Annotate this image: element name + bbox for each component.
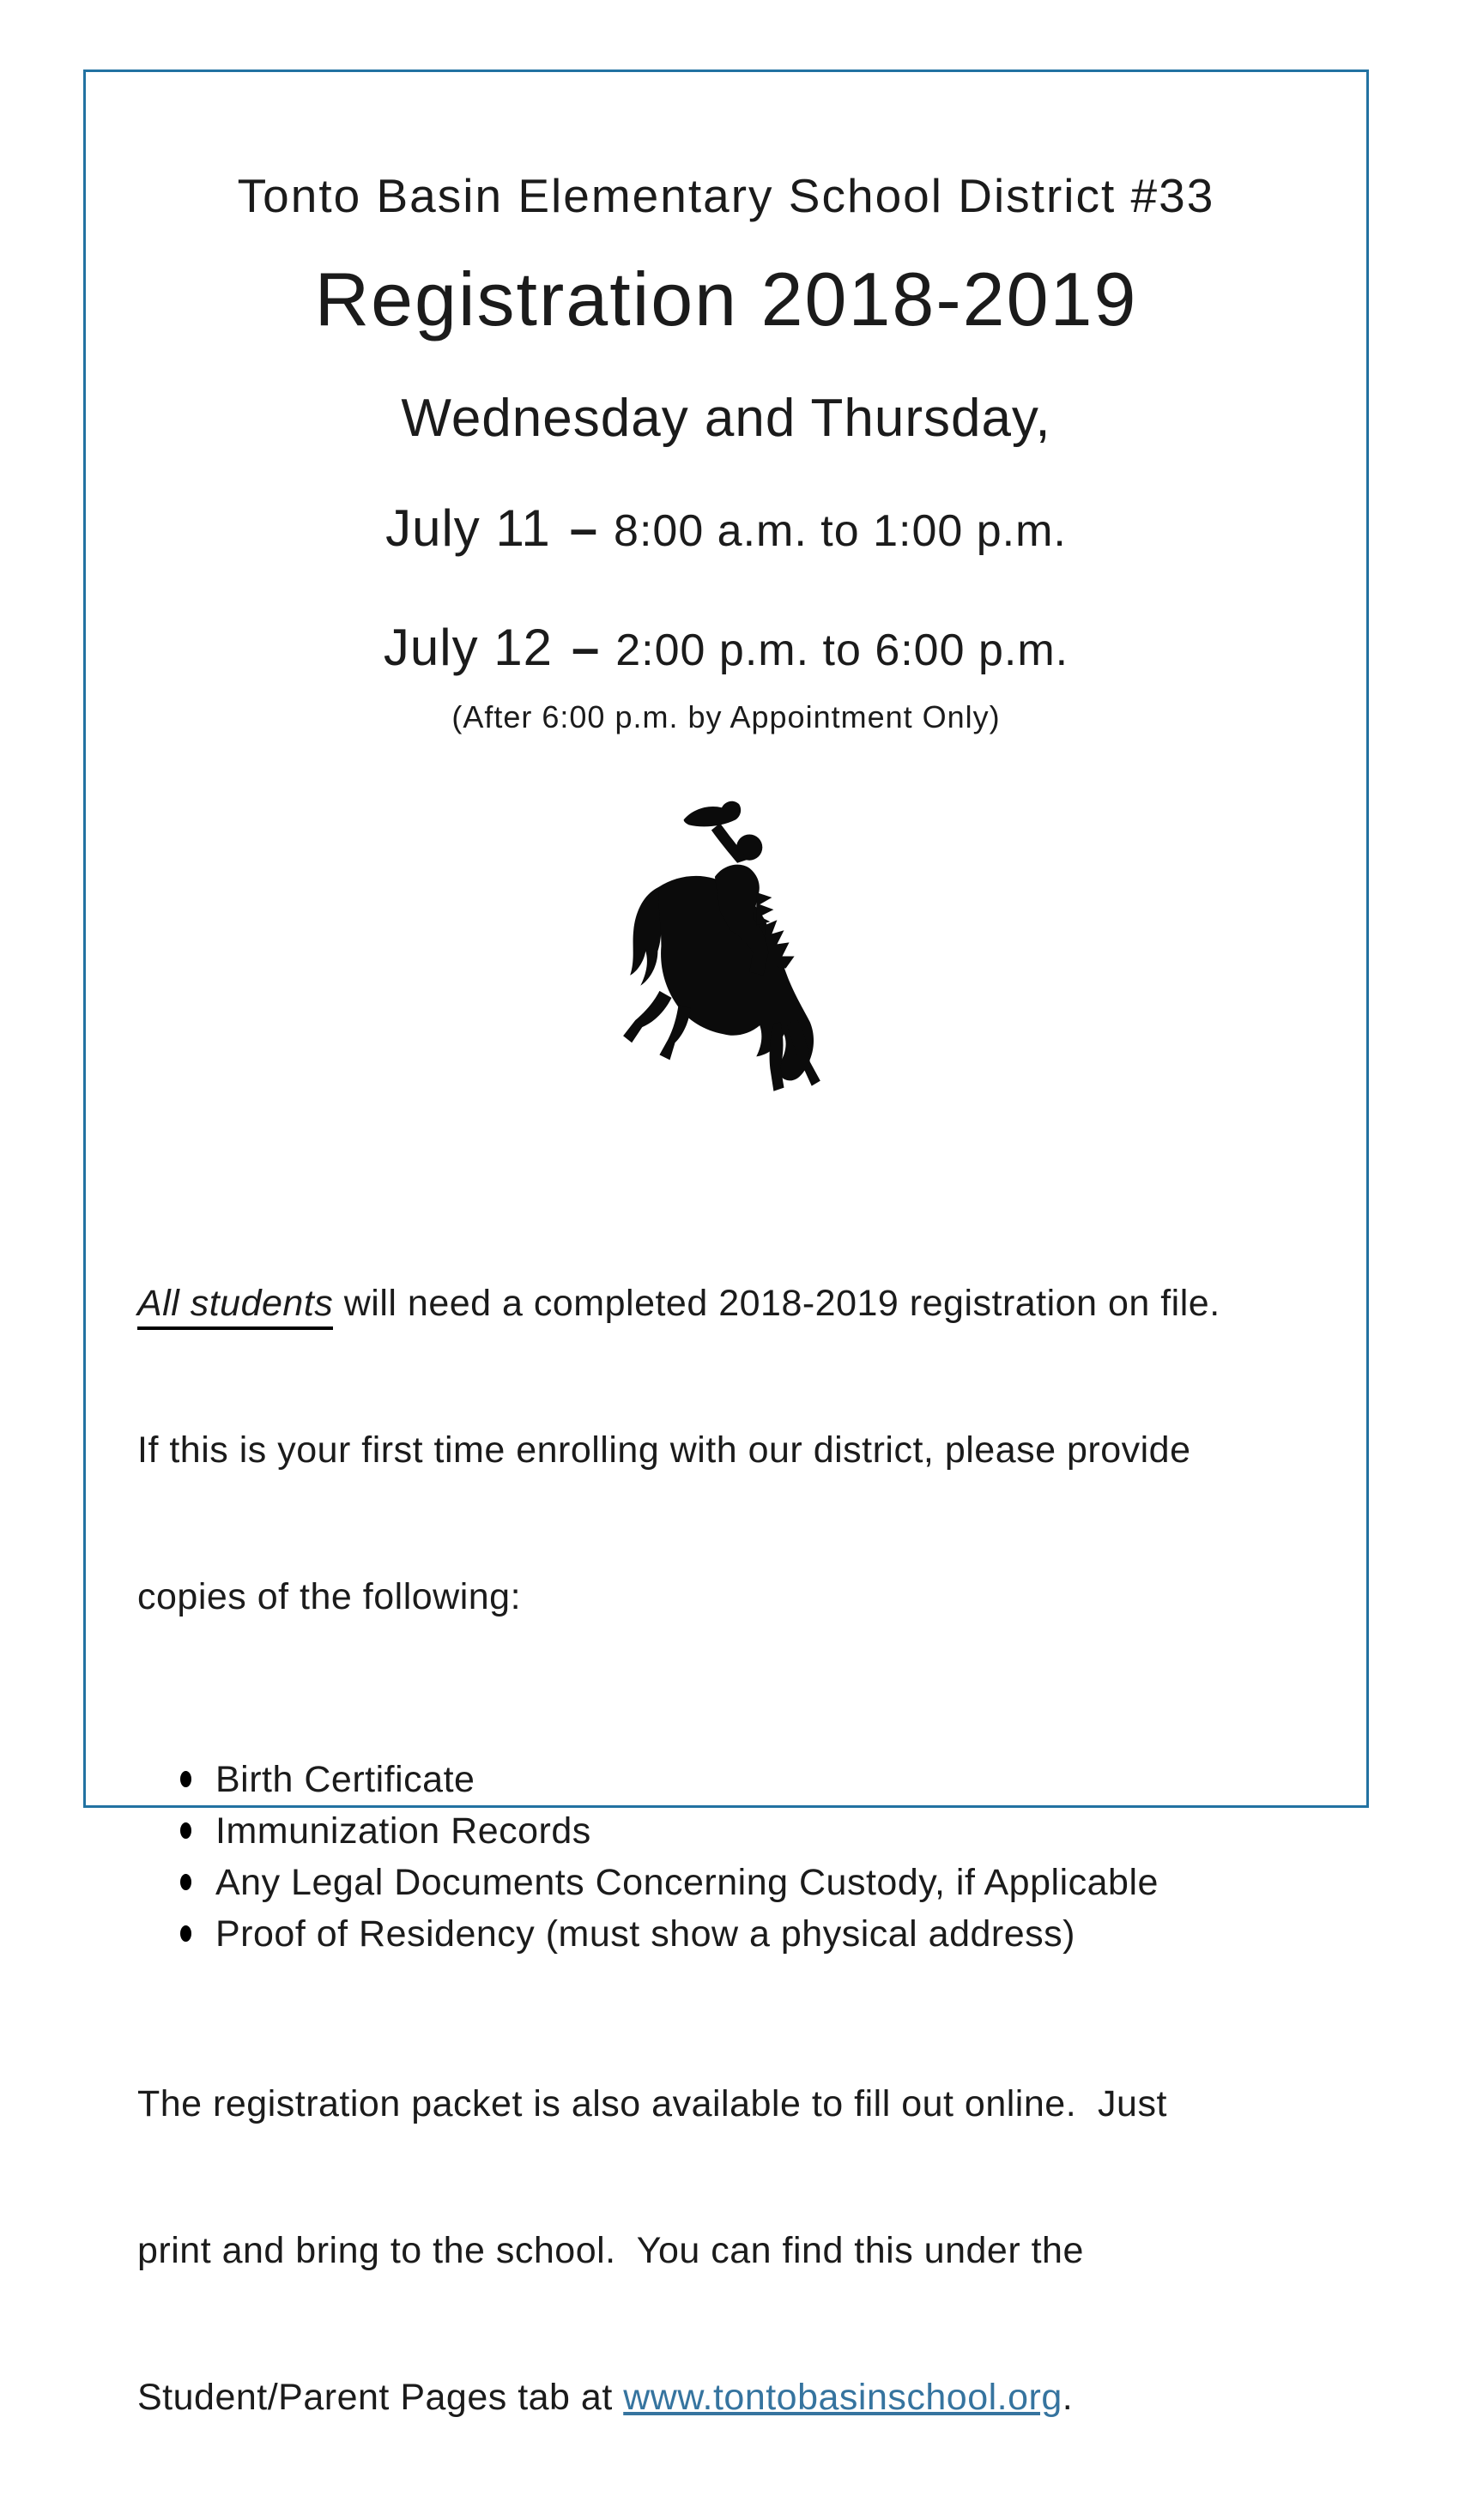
bullet-icon [180,1771,191,1787]
closing-line-3-suffix: . [1062,2377,1074,2418]
closing-paragraph [86,1982,1366,2520]
bullet-icon [180,1925,191,1942]
schedule-time: 2:00 p.m. to 6:00 p.m. [615,625,1069,675]
list-item [180,1805,1366,1857]
intro-line-1 [137,1279,1315,1328]
schedule-line-july-12 [86,618,1366,677]
requirement-text: Birth Certificate [215,1759,475,1800]
schedule-line-july-11 [86,499,1366,558]
bullet-icon [180,1874,191,1890]
list-item [180,1857,1366,1908]
intro-line-2: If this is your first time enrolling with our district, please provide [137,1429,1191,1471]
intro-line-1-rest: will need a completed 2018-2019 registration on file. [333,1283,1220,1324]
schedule-time: 8:00 a.m. to 1:00 p.m. [614,506,1067,556]
list-item [180,1908,1366,1960]
requirements-list [86,1754,1366,1960]
district-name: Tonto Basin Elementary School District #33 [237,169,1215,222]
all-students-emphasis: All students [137,1283,333,1330]
schedule-date: July 11 [385,499,551,557]
closing-line-1: The registration packet is also available to fill out online. Just [137,2083,1167,2124]
list-item [180,1754,1366,1805]
bucking-horse-icon [86,790,1366,1115]
registration-website-link[interactable]: www.tontobasinschool.org [623,2377,1062,2418]
closing-line-3-prefix: Student/Parent Pages tab at [137,2377,624,2418]
appointment-note: (After 6:00 p.m. by Appointment Only) [451,699,1001,734]
closing-line-3 [137,2373,1315,2422]
requirement-text: Proof of Residency (must show a physical address) [215,1913,1075,1955]
event-days: Wednesday and Thursday, [401,389,1051,448]
bullet-icon [180,1822,191,1839]
requirement-text: Any Legal Documents Concerning Custody, if Applicable [215,1862,1159,1903]
dash-separator: – [569,501,599,557]
requirement-text: Immunization Records [215,1810,591,1852]
schedule-date: July 12 [383,619,553,676]
dash-separator: – [572,620,601,676]
closing-line-2: print and bring to the school. You can find this under the [137,2230,1084,2271]
page-title: Registration 2018-2019 [314,257,1138,341]
flyer-page-border [83,69,1369,2418]
intro-line-3: copies of the following: [137,1576,522,1617]
intro-paragraph [86,1181,1366,1719]
